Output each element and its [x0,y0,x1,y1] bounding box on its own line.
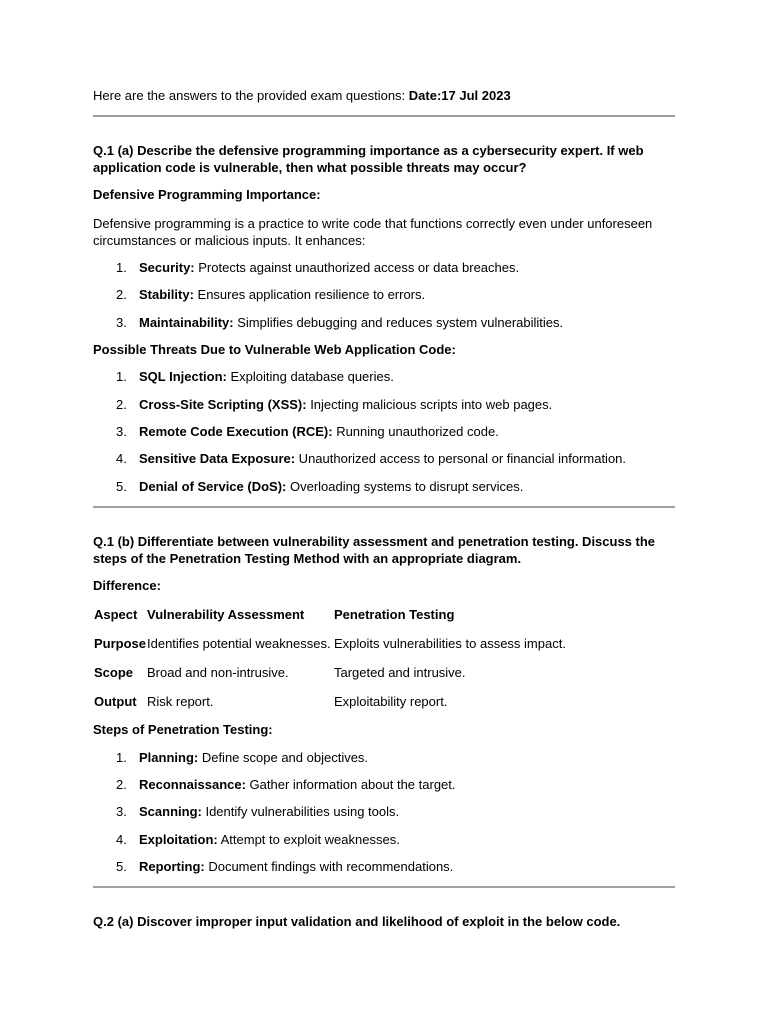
list-item: 5. Denial of Service (DoS): Overloading systems to disrupt services. [116,479,524,494]
table-cell: Exploitability report. [334,694,448,709]
list-item: 2. Cross-Site Scripting (XSS): Injecting malicious scripts into web pages. [116,397,553,412]
list-item: 3. Maintainability: Simplifies debugging and reduces system vulnerabilities. [116,315,564,330]
table-cell: Targeted and intrusive. [334,665,466,680]
table-cell: Risk report. [147,694,214,709]
divider [93,506,675,508]
heading-steps: Steps of Penetration Testing: [93,722,273,737]
question-q1b: Q.1 (b) Differentiate between vulnerability assessment and penetration testing. Discuss the steps of the Penetration Testing Method with an appropriate diagram. [93,534,656,566]
table-cell: Purpose [94,636,147,651]
heading-threats: Possible Threats Due to Vulnerable Web Application Code: [93,342,456,357]
list-item: 2. Reconnaissance: Gather information about the target. [116,777,456,792]
intro-line [93,88,511,103]
table-cell: Output [94,694,137,709]
divider [93,115,675,117]
list-item: 2. Stability: Ensures application resilience to errors. [116,287,426,302]
question-q2a: Q.2 (a) Discover improper input validation and likelihood of exploit in the below code. [93,914,621,929]
intro-text: Here are the answers to the provided exam questions: [93,88,406,103]
paragraph-defensive: Defensive programming is a practice to write code that functions correctly even under unforeseen circumstances or malicious inputs. It enhances: [93,216,653,248]
list-item: 4. Exploitation: Attempt to exploit weaknesses. [116,832,400,847]
question-q1a: Q.1 (a) Describe the defensive programming importance as a cybersecurity expert. If web application code is vulnerable, then what possible threats may occur? [93,143,644,175]
date-label: Date:17 Jul 2023 [408,88,511,103]
table-header: Aspect [94,607,138,622]
table-cell: Scope [94,665,134,680]
list-item: 1. Planning: Define scope and objectives. [116,750,369,765]
table-header: Penetration Testing [334,607,455,622]
table-cell: Exploits vulnerabilities to assess impact. [334,636,566,651]
list-item: 3. Remote Code Execution (RCE): Running unauthorized code. [116,424,499,439]
list-item: 4. Sensitive Data Exposure: Unauthorized access to personal or financial information. [116,451,627,466]
heading-difference: Difference: [93,578,161,593]
list-item: 5. Reporting: Document findings with recommendations. [116,859,454,874]
heading-defensive-importance: Defensive Programming Importance: [93,187,321,202]
table-header: Vulnerability Assessment [147,607,305,622]
list-item: 1. Security: Protects against unauthorized access or data breaches. [116,260,520,275]
divider [93,886,675,888]
table-cell: Identifies potential weaknesses. [147,636,331,651]
list-item: 1. SQL Injection: Exploiting database queries. [116,369,394,384]
table-cell: Broad and non-intrusive. [147,665,289,680]
list-item: 3. Scanning: Identify vulnerabilities using tools. [116,804,400,819]
